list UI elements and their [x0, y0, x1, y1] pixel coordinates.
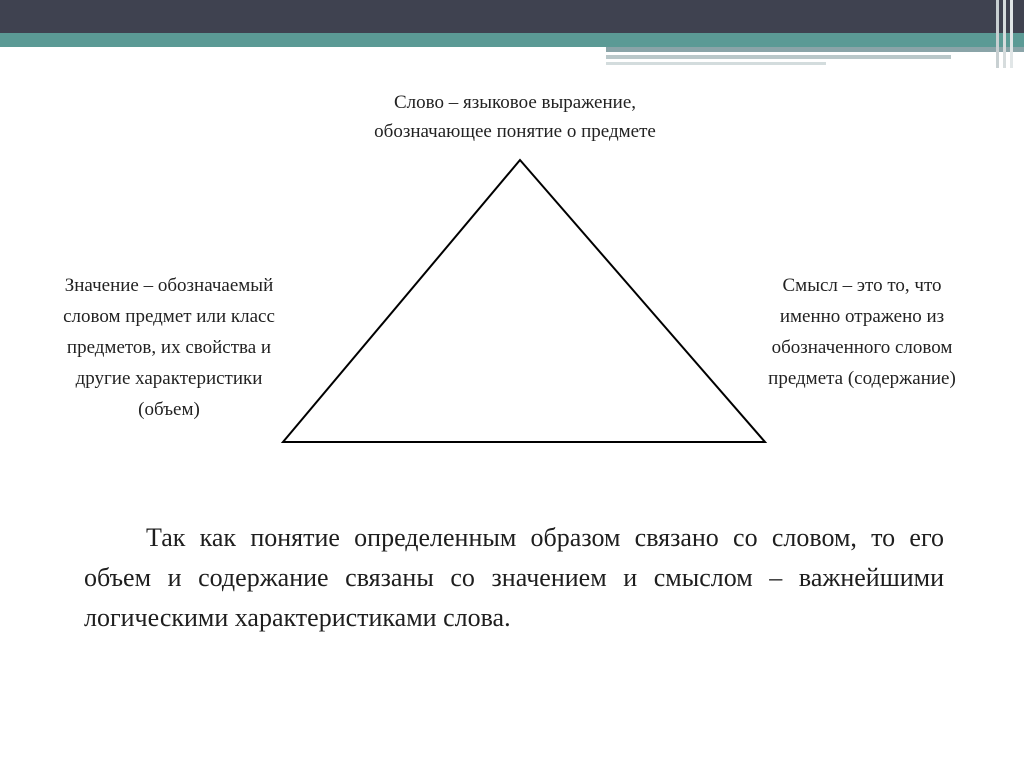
left-label-line: словом предмет или класс [63, 306, 275, 327]
triangle-shape [283, 160, 765, 442]
right-label-line: обозначенного словом [771, 337, 953, 358]
left-label-line: (объем) [138, 399, 200, 420]
left-label-line: предметов, их свойства и [66, 337, 272, 358]
right-label-line: именно отражено из [779, 306, 945, 327]
diagram-left-label [10, 270, 328, 425]
left-label-line: другие характеристики [75, 368, 263, 389]
body-paragraph: Так как понятие определенным образом связано со словом, то его объем и содержание связаны со значением и смыслом – важнейшими логическими характеристиками слова. [84, 523, 944, 632]
left-label-line: Значение – обозначаемый [64, 275, 274, 296]
right-label-line: предмета (содержание) [768, 368, 956, 389]
top-label-line: Слово – языковое выражение, [393, 92, 637, 113]
right-label-line: Смысл – это то, что [782, 275, 942, 296]
diagram-right-label [712, 270, 1012, 394]
top-label-line: обозначающее понятие о предмете [374, 121, 656, 142]
